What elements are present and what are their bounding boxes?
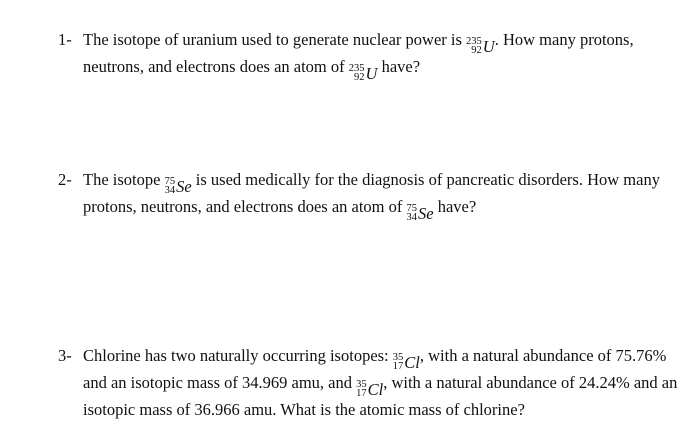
question-number: 2- bbox=[58, 170, 72, 189]
isotope-notation: 35 17 Cl bbox=[392, 352, 420, 372]
question-number: 1- bbox=[58, 30, 72, 49]
question-2 bbox=[58, 170, 678, 224]
isotope-notation: 75 34 Se bbox=[164, 176, 192, 196]
question-number: 3- bbox=[58, 346, 72, 365]
isotope-notation: 75 34 Se bbox=[406, 203, 434, 223]
isotope-notation: 235 92 U bbox=[466, 36, 495, 56]
question-text: The isotope of uranium used to generate nuclear power is 235 92 U . How many protons, neutrons, and electrons does an atom of 235 92 U have? bbox=[83, 30, 634, 83]
isotope-notation: 235 92 U bbox=[348, 63, 378, 83]
question-1 bbox=[58, 30, 678, 84]
question-text: The isotope 75 34 Se is used medically for the diagnosis of pancreatic disorders. How many protons, neutrons, and electrons does an atom of 75 34 Se have? bbox=[83, 170, 660, 223]
question-3 bbox=[58, 346, 678, 420]
question-text: Chlorine has two naturally occurring isotopes: 35 17 Cl , with a natural abundance of 75.76% and an isotopic mass of 34.969 amu, and 35 17 Cl , with a natural abundance of 24.24% and an isotopic mass of 36.966 amu. What is the atomic mass of chlorine? bbox=[83, 346, 678, 419]
isotope-notation: 35 17 Cl bbox=[356, 379, 384, 399]
